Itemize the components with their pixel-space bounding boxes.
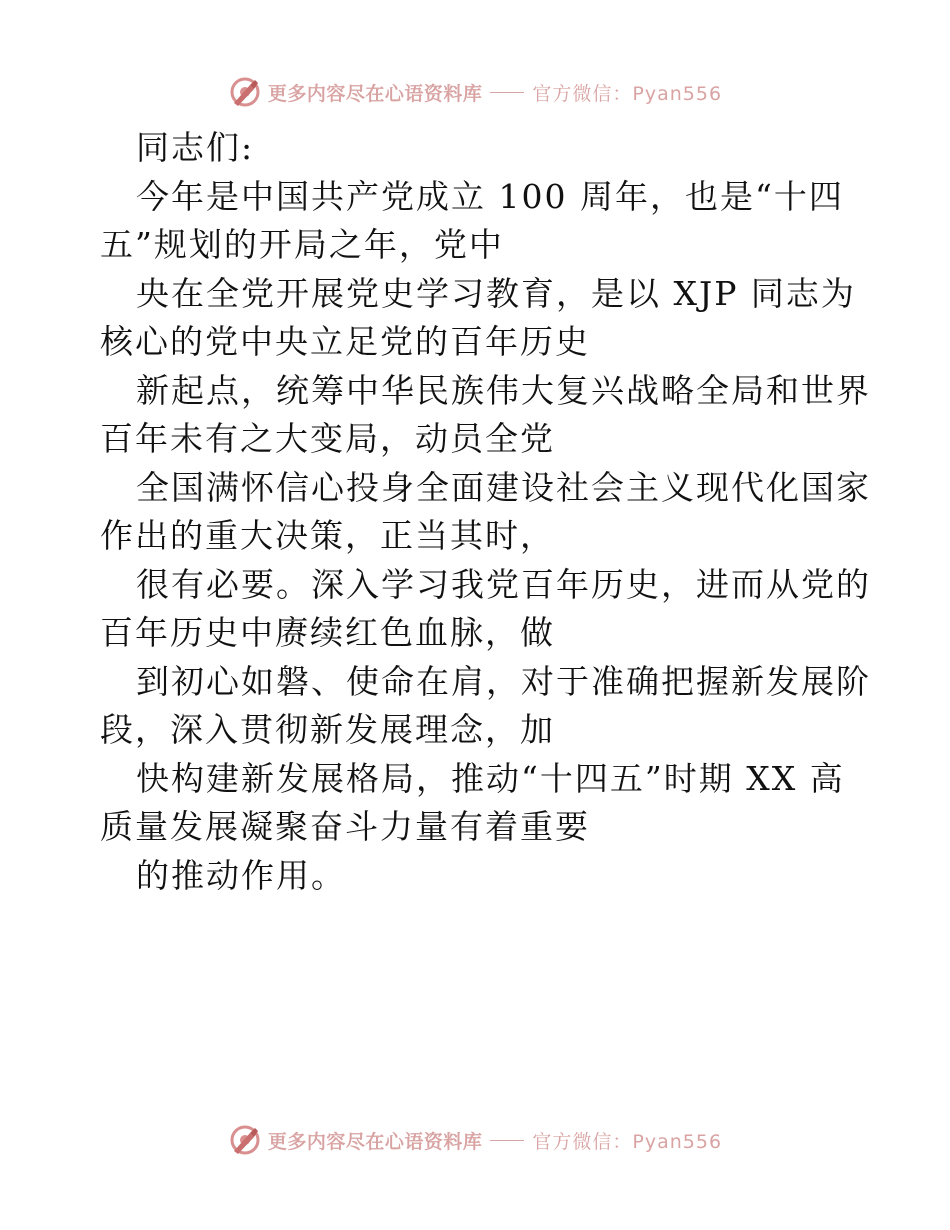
text-line: 的推动作用。 xyxy=(136,855,346,895)
text-line: 质量发展凝聚奋斗力量有着重要 xyxy=(100,807,590,846)
text-line: 到初心如磐、使命在肩，对于准确把握新发展阶 xyxy=(136,661,871,701)
text-line: 百年历史中赓续红色血脉，做 xyxy=(100,613,555,652)
text-line: 五”规划的开局之年，党中 xyxy=(100,225,504,264)
footer-watermark xyxy=(0,1120,950,1160)
text-line: 同志们: xyxy=(136,128,255,167)
text-line: 很有必要。深入学习我党百年历史，进而从党的 xyxy=(136,564,871,604)
watermark-dash xyxy=(490,1140,524,1141)
text-line: 百年未有之大变局，动员全党 xyxy=(100,419,555,458)
text-line: 核心的党中央立足党的百年历史 xyxy=(100,322,590,361)
header-watermark xyxy=(0,72,950,112)
text-line: 段，深入贯彻新发展理念，加 xyxy=(100,710,555,749)
text-line: 今年是中国共产党成立 100 周年，也是“十四 xyxy=(136,176,844,216)
text-line: 全国满怀信心投身全面建设社会主义现代化国家 xyxy=(136,467,871,507)
watermark-wechat: 官方微信：Pyan556 xyxy=(532,82,723,105)
pen-logo-icon xyxy=(228,1123,262,1157)
watermark-dash xyxy=(490,92,524,93)
watermark-text: 更多内容尽在心语资料库 xyxy=(267,82,483,105)
document-body xyxy=(100,124,871,900)
text-line: 作出的重大决策，正当其时， xyxy=(100,516,555,555)
pen-logo-icon xyxy=(228,75,262,109)
text-line: 央在全党开展党史学习教育，是以 XJP 同志为 xyxy=(136,273,856,313)
text-line: 快构建新发展格局，推动“十四五”时期 XX 高 xyxy=(136,758,845,798)
text-line: 新起点，统筹中华民族伟大复兴战略全局和世界 xyxy=(136,370,871,410)
watermark-wechat: 官方微信：Pyan556 xyxy=(532,1130,723,1153)
watermark-text: 更多内容尽在心语资料库 xyxy=(267,1130,483,1153)
